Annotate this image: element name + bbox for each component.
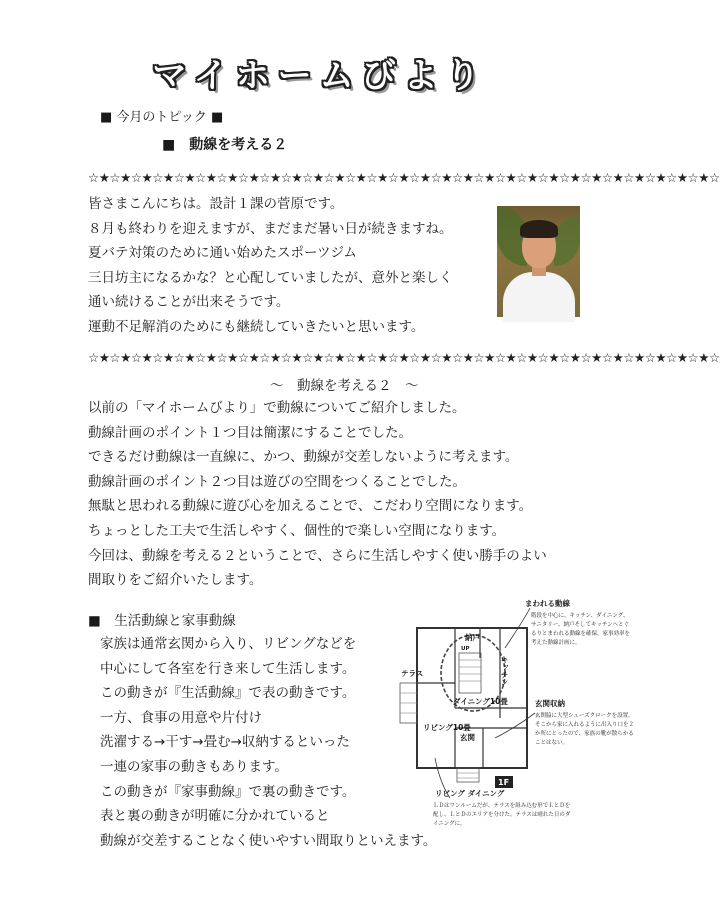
floor-plan-figure (395, 598, 635, 848)
topic-heading: ■ 動線を考える２ (162, 137, 288, 153)
greeting-line: ８月も終わりを迎えますが、まだまだ暑い日が続きますね。 (88, 220, 453, 237)
body-paragraph (100, 632, 436, 853)
body-line: 一方、食事の用意や片付け (100, 709, 262, 726)
callout-living-title: リビング ダイニング (435, 789, 505, 798)
intro-line: 無駄と思われる動線に遊び心を加えることで、こだわり空間になります。 (88, 498, 533, 515)
body-line: この動きが『家事動線』で裏の動きです。 (100, 783, 356, 800)
greeting-paragraph (88, 192, 453, 340)
greeting-line: 運動不足解消のためにも継続していきたいと思います。 (88, 318, 425, 335)
body-line: 中心にして各室を行き来して生活します。 (100, 660, 356, 677)
room-label-entrance: 玄関 (460, 733, 475, 742)
intro-paragraph (88, 396, 547, 593)
room-label-living: リビング10畳 (423, 723, 471, 732)
callout-circulation-text: 階段を中心に、キッチン、ダイニング、サニタリー、納戸そしてキッチンへとぐるりとまわれる動線を確保。家事効率を考えた動線計画に。 (531, 613, 631, 646)
stair-up-label: UP (461, 646, 470, 652)
section-heading: ～ 動線を考える２ ～ (270, 378, 419, 394)
callout-storage-title: 玄関収納 (535, 699, 565, 708)
greeting-line: 皆さまこんにちは。設計１課の菅原です。 (88, 196, 344, 212)
callout-living-text: ＬＤはワンルームだが、テラスを組み込む形でＬとＤを配し、ＬとＤのエリアを分けた。テラスは晴れた日のダイニングに。 (433, 803, 571, 827)
author-photo (497, 206, 580, 317)
floor-label: 1F (498, 778, 510, 787)
intro-line: 間取りをご紹介いたします。 (88, 572, 263, 589)
room-label-terrace: テラス (401, 669, 424, 678)
greeting-line: 通い続けることが出来そうです。 (88, 294, 290, 311)
star-divider-bottom: ☆★☆★☆★☆★☆★☆★☆★☆★☆★☆★☆★☆★☆★☆★☆★☆★☆★☆★☆★☆★☆★☆★☆★☆★☆★☆★☆★☆★☆★☆ (88, 350, 720, 365)
body-line: 動線が交差することなく使いやすい間取りといえます。 (100, 832, 437, 849)
intro-line: できるだけ動線は一直線に、かつ、動線が交差しないように考えます。 (88, 449, 519, 466)
body-line: 洗濯する→干す→畳む→収納するといった (100, 734, 350, 751)
room-label-dining: ダイニング10畳 (453, 697, 508, 706)
body-line: 表と裏の動きが明確に分かれていると (100, 808, 330, 825)
intro-line: 動線計画のポイント１つ目は簡潔にすることでした。 (88, 424, 412, 441)
intro-line: ちょっとした工夫で生活しやすく、個性的で楽しい空間になります。 (88, 522, 506, 539)
star-divider-top: ☆★☆★☆★☆★☆★☆★☆★☆★☆★☆★☆★☆★☆★☆★☆★☆★☆★☆★☆★☆★☆★☆★☆★☆★☆★☆★☆★☆★☆★☆ (88, 170, 720, 185)
subheading: ■ 生活動線と家事動線 (88, 613, 236, 629)
topic-label: ■ 今月のトピック ■ (100, 110, 224, 125)
intro-line: 動線計画のポイント２つ目は遊びの空間をつくることでした。 (88, 473, 466, 490)
greeting-line: 三日坊主になるかな？と心配していましたが、意外と楽しく (88, 269, 453, 286)
page-title: マイホームびより (152, 56, 488, 96)
body-line: 家族は通常玄関から入り、リビングなどを (100, 636, 357, 652)
body-line: この動きが『生活動線』で表の動きです。 (100, 685, 356, 702)
callout-storage-text: 玄関脇に大型シューズクロークを設置。そこから家に入れるように出入り口を２か所にとったので、家族の靴が散らかることはない。 (535, 713, 635, 746)
body-line: 一連の家事の動きもあります。 (100, 758, 288, 775)
callout-circulation-title: まわれる動線 (525, 599, 570, 608)
intro-line: 以前の「マイホームびより」で動線についてご紹介しました。 (88, 400, 466, 416)
greeting-line: 夏バテ対策のために通い始めたスポーツジム (88, 245, 357, 262)
room-label-kitchen: キッチン (500, 656, 509, 686)
room-label-storage: 納戸 (465, 633, 480, 642)
intro-line: 今回は、動線を考える２ということで、さらに生活しやすく使い勝手のよい (88, 547, 547, 564)
